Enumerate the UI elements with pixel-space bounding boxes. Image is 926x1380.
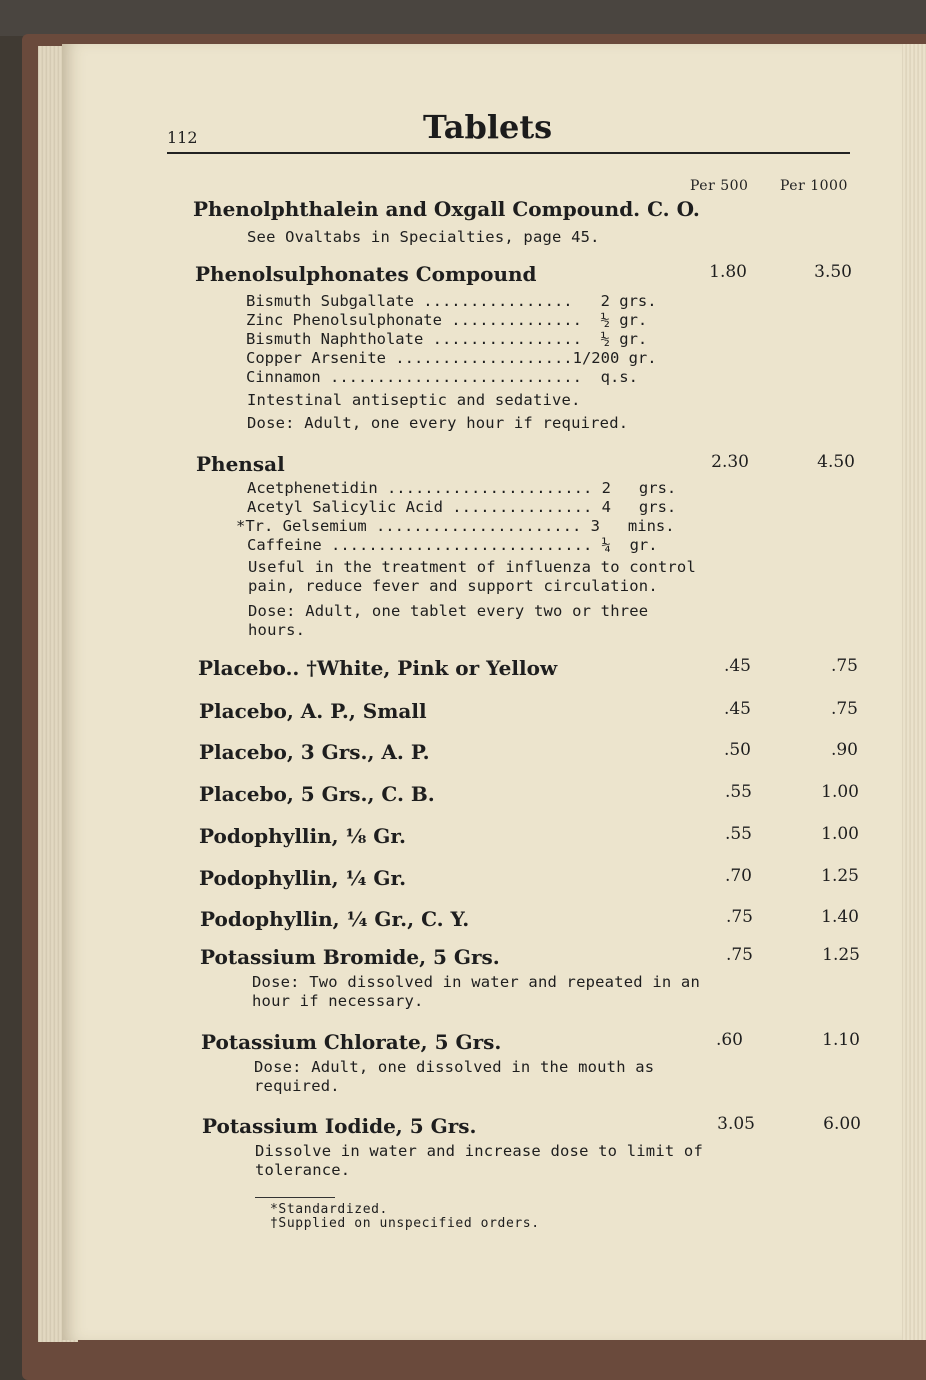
- entry-note: Dose: Adult, one tablet every two or three hours.: [248, 602, 649, 639]
- ingredient-line: *Tr. Gelsemium ...................... 3 mins.: [236, 517, 675, 535]
- price-per-1000: 1.00: [821, 824, 859, 844]
- entry-name: Phensal: [196, 452, 285, 476]
- page-title: Tablets: [423, 108, 553, 146]
- footnote-standardized: *Standardized.: [270, 1202, 388, 1217]
- price-per-500: 1.80: [709, 262, 747, 282]
- ingredient-line: Cinnamon ........................... q.s.: [246, 368, 638, 386]
- entry-name: Podophyllin, ¼ Gr., C. Y.: [200, 907, 470, 931]
- entry-name: Placebo, 3 Grs., A. P.: [199, 740, 430, 764]
- header-rule: [167, 152, 850, 154]
- price-per-1000: 3.50: [814, 262, 852, 282]
- price-per-500: .45: [723, 656, 751, 676]
- entry-note: Dissolve in water and increase dose to limit of tolerance.: [255, 1142, 703, 1179]
- entry-name: Placebo.. †White, Pink or Yellow: [198, 656, 558, 680]
- background-top: [0, 0, 926, 36]
- price-per-1000: .75: [830, 699, 858, 719]
- column-header-per-500: Per 500: [690, 178, 749, 194]
- price-per-500: 3.05: [717, 1114, 755, 1134]
- price-per-500: .45: [723, 699, 751, 719]
- right-page-edges: [902, 44, 926, 1340]
- ingredient-line: Copper Arsenite ...................1/200 gr.: [246, 349, 657, 367]
- price-per-500: .70: [724, 866, 752, 886]
- entry-note: Dose: Two dissolved in water and repeated in an hour if necessary.: [252, 973, 700, 1010]
- price-per-1000: 1.00: [821, 782, 859, 802]
- price-per-1000: 1.25: [822, 945, 860, 965]
- price-per-1000: 4.50: [817, 452, 855, 472]
- price-per-1000: 1.10: [822, 1030, 860, 1050]
- price-per-500: .55: [724, 782, 752, 802]
- ingredient-line: Zinc Phenolsulphonate .............. ½ gr.: [246, 311, 648, 329]
- entry-name: Potassium Iodide, 5 Grs.: [202, 1114, 477, 1138]
- footnote-supplied: †Supplied on unspecified orders.: [270, 1216, 540, 1231]
- price-per-500: .55: [724, 824, 752, 844]
- price-per-500: .75: [725, 945, 753, 965]
- price-per-500: 2.30: [711, 452, 749, 472]
- entry-name: Placebo, A. P., Small: [199, 699, 427, 723]
- ingredient-line: Acetyl Salicylic Acid ............... 4 grs.: [247, 498, 677, 516]
- ingredient-line: Bismuth Subgallate ................ 2 grs.: [246, 292, 657, 310]
- entry-note: See Ovaltabs in Specialties, page 45.: [247, 228, 600, 246]
- price-per-500: .75: [725, 907, 753, 927]
- entry-note: Useful in the treatment of influenza to control pain, reduce fever and support circulation.: [248, 558, 696, 595]
- ingredient-line: Caffeine ............................ ¼ gr.: [247, 536, 658, 554]
- entry-name: Potassium Chlorate, 5 Grs.: [201, 1030, 502, 1054]
- entry-note: Dose: Adult, one dissolved in the mouth as required.: [254, 1058, 655, 1095]
- entry-name: Podophyllin, ¼ Gr.: [199, 866, 407, 890]
- column-header-per-1000: Per 1000: [780, 178, 848, 194]
- entry-note: Intestinal antiseptic and sedative.: [247, 391, 581, 409]
- price-per-1000: 6.00: [823, 1114, 861, 1134]
- price-per-1000: 1.25: [821, 866, 859, 886]
- price-per-500: .50: [723, 740, 751, 760]
- footnote-rule: [255, 1197, 335, 1198]
- price-per-1000: .90: [830, 740, 858, 760]
- entry-name: Potassium Bromide, 5 Grs.: [200, 945, 500, 969]
- entry-name: Podophyllin, ⅛ Gr.: [199, 824, 406, 848]
- entry-name: Phenolphthalein and Oxgall Compound. C. O.: [193, 197, 700, 221]
- entry-note: Dose: Adult, one every hour if required.: [247, 414, 629, 432]
- entry-name: Placebo, 5 Grs., C. B.: [199, 782, 435, 806]
- ingredient-line: Acetphenetidin ...................... 2 grs.: [247, 479, 677, 497]
- ingredient-line: Bismuth Naphtholate ................ ½ gr.: [246, 330, 648, 348]
- price-per-1000: .75: [830, 656, 858, 676]
- price-per-500: .60: [715, 1030, 743, 1050]
- price-per-1000: 1.40: [821, 907, 859, 927]
- page-number: 112: [167, 128, 198, 147]
- entry-name: Phenolsulphonates Compound: [195, 262, 537, 286]
